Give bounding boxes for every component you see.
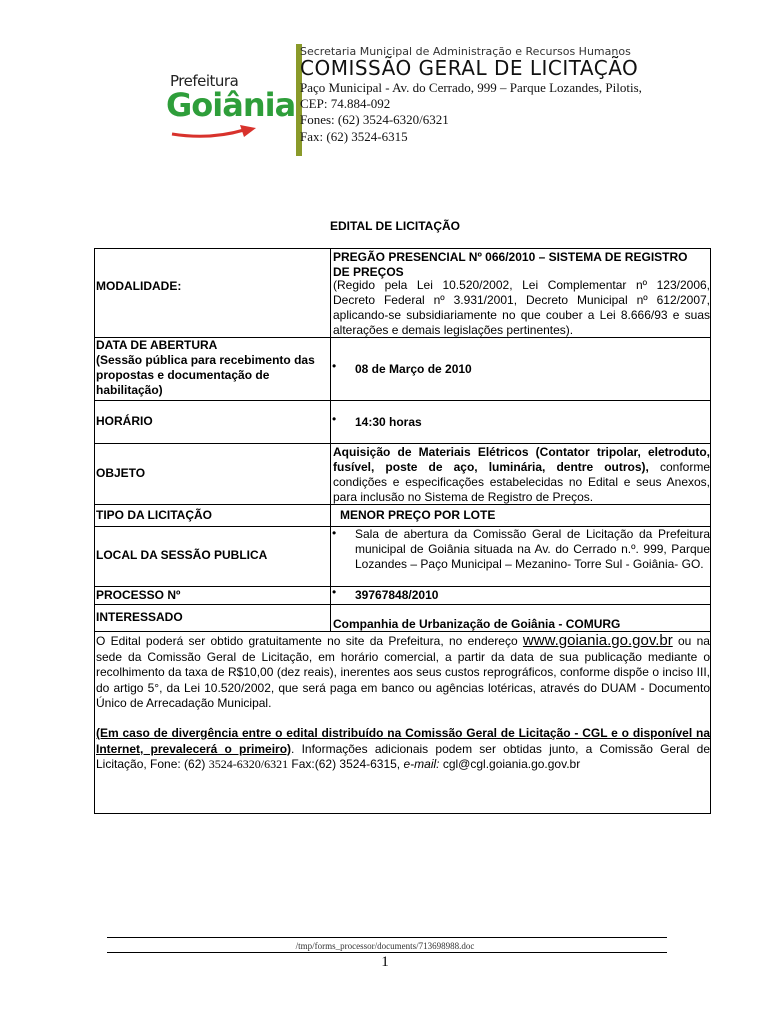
cgl-email[interactable]: cgl@cgl.goiania.go.gov.br <box>442 757 581 771</box>
phones-line: Fones: (62) 3524-6320/6321 <box>300 112 449 127</box>
p1-text-a: O Edital poderá ser obtido gratuitamente no site da Prefeitura, no endereço <box>96 634 523 648</box>
p2-text-b: Fax:(62) 3524-6315, <box>288 757 404 771</box>
interessado-value: Companhia de Urbanização de Goiânia - COMURG <box>333 617 621 631</box>
abertura-sublabel: (Sessão pública para recebimento das propostas e documentação de habilitação) <box>96 353 315 397</box>
table-border-bottom <box>94 813 711 814</box>
objeto-text: conforme condições e especificações estabelecidas no Edital e seus Anexos, para inclusão no Sistema de Registro de Preços. <box>333 460 710 504</box>
divergence-paragraph <box>96 726 710 773</box>
bullet-icon: • <box>332 412 337 426</box>
objeto-label: OBJETO <box>96 466 146 480</box>
bullet-icon: • <box>332 359 337 373</box>
row-divider <box>94 400 711 401</box>
table-border-top <box>94 248 711 249</box>
department-name: Secretaria Municipal de Administração e Recursos Humanos <box>300 45 631 58</box>
objeto-value <box>333 445 710 505</box>
footer-rule-top <box>107 937 667 938</box>
footer-rule-bottom <box>107 952 667 953</box>
tipo-value: MENOR PREÇO POR LOTE <box>340 508 496 522</box>
logo-goiania-text: Goiânia <box>166 86 296 124</box>
divergence-note: (Em caso de divergência entre o edital distribuído na Comissão Geral de Licitação - CGL e o disponível na Internet, prevalecerá o primeiro) <box>96 726 710 756</box>
row-divider <box>94 604 711 605</box>
table-border-right <box>710 248 711 813</box>
page-number: 1 <box>381 954 389 970</box>
p2-text-a: . Informações adicionais podem ser obtidas junto, a Comissão Geral de Licitação, Fone: (62) <box>96 741 710 771</box>
modalidade-text: (Regido pela Lei 10.520/2002, Lei Complementar nº 123/2006, Decreto Federal nº 3.931/2001, Decreto Municipal nº 612/2007, aplicando-se subsidiariamente no que couber a Lei 8.666/93 e suas alterações e demais legislações pertinentes). <box>333 278 710 337</box>
abertura-label: DATA DE ABERTURA <box>96 338 218 352</box>
document-title: EDITAL DE LICITAÇÃO <box>330 219 460 233</box>
objeto-bold: Aquisição de Materiais Elétricos (Contator tripolar, eletroduto, fusível, poste de aço, luminária, dentre outros), <box>333 445 710 474</box>
edital-availability-paragraph <box>96 633 710 712</box>
local-value: Sala de abertura da Comissão Geral de Licitação da Prefeitura municipal de Goiânia situada na Av. do Cerrado n.º. 999, Parque Lozandes – Paço Municipal – Mezanino- Torre Sul - Goiânia- GO. <box>355 527 710 571</box>
row-divider <box>94 586 711 587</box>
commission-title: COMISSÃO GERAL DE LICITAÇÃO <box>300 56 639 80</box>
cgl-phone: 3524-6320/6321 <box>208 757 289 771</box>
modalidade-label: MODALIDADE: <box>96 279 182 293</box>
modalidade-title: PREGÃO PRESENCIAL Nº 066/2010 – SISTEMA DE REGISTRO DE PREÇOS <box>333 250 688 279</box>
fax-line: Fax: (62) 3524-6315 <box>300 129 408 144</box>
address-line: Paço Municipal - Av. do Cerrado, 999 – Parque Lozandes, Pilotis, <box>300 80 642 95</box>
bullet-icon: • <box>332 526 337 540</box>
cep-line: CEP: 74.884-092 <box>300 96 391 111</box>
local-label: LOCAL DA SESSÃO PUBLICA <box>96 548 268 562</box>
table-column-divider <box>330 248 331 631</box>
processo-value: 39767848/2010 <box>355 588 439 602</box>
email-label: e-mail: <box>403 757 440 771</box>
p1-text-b: ou na sede da Comissão Geral de Licitação, em horário comercial, a partir da data de sua publicação mediante o recolhimento da taxa de R$10,00 (dez reais), inerentes aos seus custos reprográficos, conforme dispõe o inciso III, do artigo 5°, da Lei 10.520/2002, que será paga em banco ou agências lotéricas, através do DUAM - Documento Único de Arrecadação Municipal. <box>96 634 710 710</box>
logo-prefeitura-text: Prefeitura <box>170 72 239 90</box>
horario-value: 14:30 horas <box>355 415 422 429</box>
document-path: /tmp/forms_processor/documents/713698988.doc <box>295 941 475 951</box>
abertura-value: 08 de Março de 2010 <box>355 362 472 376</box>
table-border-left <box>94 248 95 813</box>
processo-label: PROCESSO Nº <box>96 588 181 602</box>
interessado-label: INTERESSADO <box>96 610 183 624</box>
tipo-label: TIPO DA LICITAÇÃO <box>96 508 212 522</box>
prefeitura-website-link[interactable]: www.goiania.go.gov.br <box>522 632 673 649</box>
bullet-icon: • <box>332 585 337 599</box>
logo-arrow-icon <box>170 122 260 140</box>
row-divider <box>94 443 711 444</box>
horario-label: HORÁRIO <box>96 414 153 428</box>
